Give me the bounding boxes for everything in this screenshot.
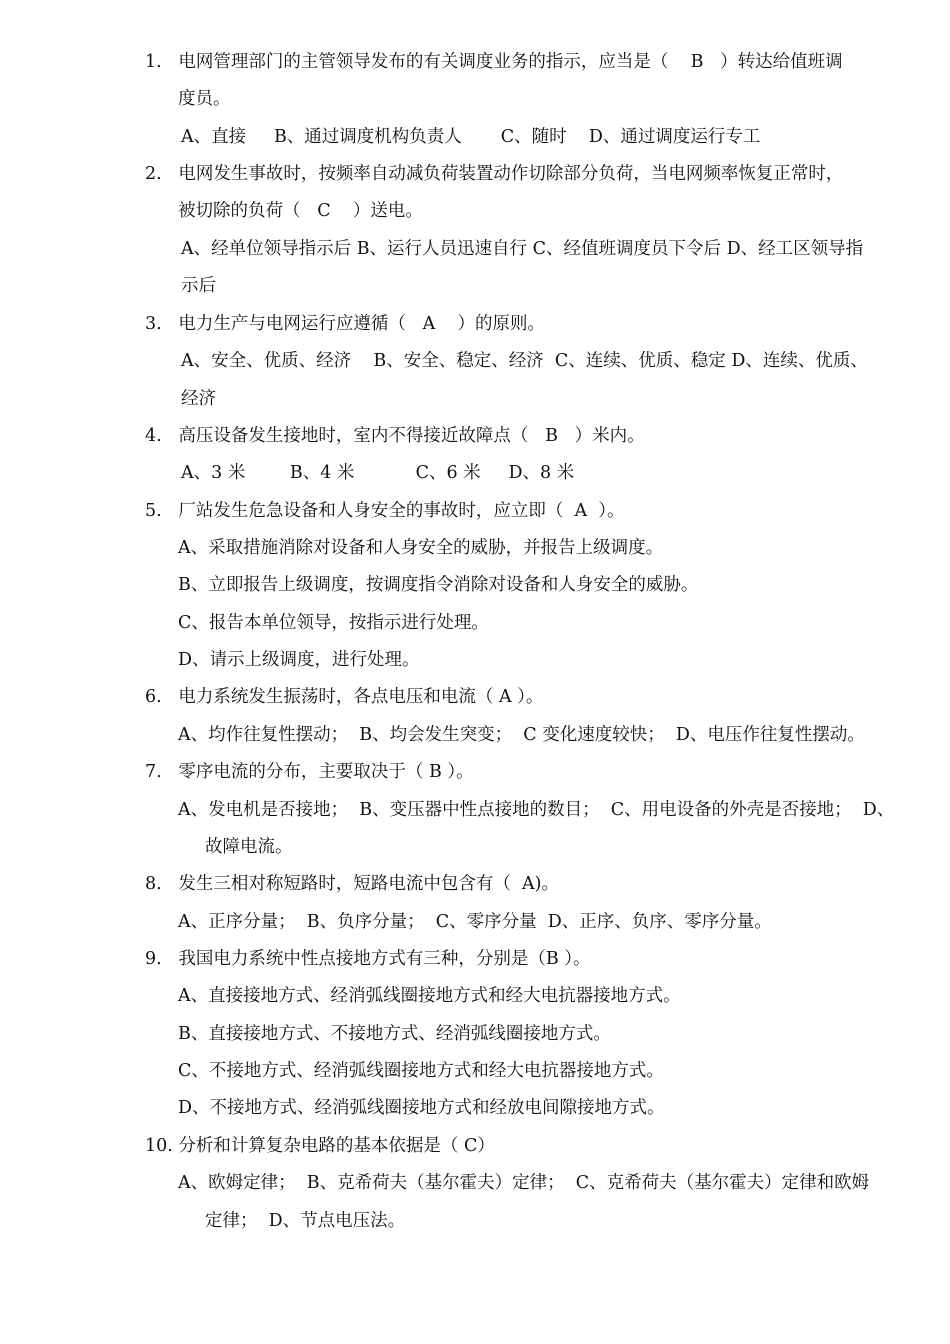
- q7-line-1: 7. 零序电流的分布，主要取决于（ B ）。: [145, 762, 474, 782]
- q1-line-1: 1. 电网管理部门的主管领导发布的有关调度业务的指示，应当是（ B ）转达给值班调: [145, 52, 843, 72]
- q3-line-1: 3. 电力生产与电网运行应遵循（ A ）的原则。: [145, 314, 545, 334]
- q9-option-c: C、不接地方式、经消弧线圈接地方式和经大电抗器接地方式。: [178, 1061, 664, 1081]
- q9-line-1: 9. 我国电力系统中性点接地方式有三种，分别是（B ）。: [145, 949, 591, 969]
- q1-line-2: 度员。: [178, 89, 231, 109]
- q6-options: A、均作往复性摆动； B、均会发生突变； C 变化速度较快； D、电压作往复性摆动。: [178, 725, 865, 745]
- q7-options-1: A、发电机是否接地； B、变压器中性点接地的数目； C、用电设备的外壳是否接地； D、: [178, 800, 895, 820]
- q3-options-1: A、安全、优质、经济 B、安全、稳定、经济 C、连续、优质、稳定 D、连续、优质、: [181, 351, 868, 371]
- q2-line-1: 2. 电网发生事故时，按频率自动减负荷装置动作切除部分负荷，当电网频率恢复正常时，: [145, 164, 844, 184]
- q2-options-1: A、经单位领导指示后 B、运行人员迅速自行 C、经值班调度员下令后 D、经工区领导指: [181, 239, 864, 259]
- q5-option-d: D、请示上级调度，进行处理。: [178, 650, 420, 670]
- q4-line-1: 4. 高压设备发生接地时，室内不得接近故障点（ B ）米内。: [145, 426, 645, 446]
- q9-option-b: B、直接接地方式、不接地方式、经消弧线圈接地方式。: [178, 1024, 611, 1044]
- q10-line-1: 10. 分析和计算复杂电路的基本依据是（ C）: [145, 1136, 495, 1156]
- q9-option-a: A、直接接地方式、经消弧线圈接地方式和经大电抗器接地方式。: [178, 986, 681, 1006]
- q5-option-b: B、立即报告上级调度，按调度指令消除对设备和人身安全的威胁。: [178, 575, 699, 595]
- q10-options-2: 定律； D、节点电压法。: [205, 1211, 406, 1231]
- q3-options-2: 经济: [181, 389, 216, 409]
- q2-line-2: 被切除的负荷（ C ）送电。: [178, 201, 423, 221]
- q10-options-1: A、欧姆定律； B、克希荷夫（基尔霍夫）定律； C、克希荷夫（基尔霍夫）定律和欧姆: [178, 1173, 870, 1193]
- q2-options-2: 示后: [181, 276, 216, 296]
- q1-options: A、直接 B、通过调度机构负责人 C、随时 D、通过调度运行专工: [181, 127, 761, 147]
- q8-options: A、正序分量； B、负序分量； C、零序分量 D、正序、负序、零序分量。: [178, 912, 772, 932]
- q7-options-2: 故障电流。: [205, 837, 293, 857]
- q4-options: A、3 米 B、4 米 C、6 米 D、8 米: [181, 463, 575, 483]
- q6-line-1: 6. 电力系统发生振荡时，各点电压和电流（ A ）。: [145, 687, 544, 707]
- q5-option-c: C、报告本单位领导，按指示进行处理。: [178, 613, 489, 633]
- q9-option-d: D、不接地方式、经消弧线圈接地方式和经放电间隙接地方式。: [178, 1098, 665, 1118]
- q5-line-1: 5. 厂站发生危急设备和人身安全的事故时，应立即（ A ）。: [145, 501, 625, 521]
- q8-line-1: 8. 发生三相对称短路时，短路电流中包含有（ A)。: [145, 874, 559, 894]
- q5-option-a: A、采取措施消除对设备和人身安全的威胁，并报告上级调度。: [178, 538, 664, 558]
